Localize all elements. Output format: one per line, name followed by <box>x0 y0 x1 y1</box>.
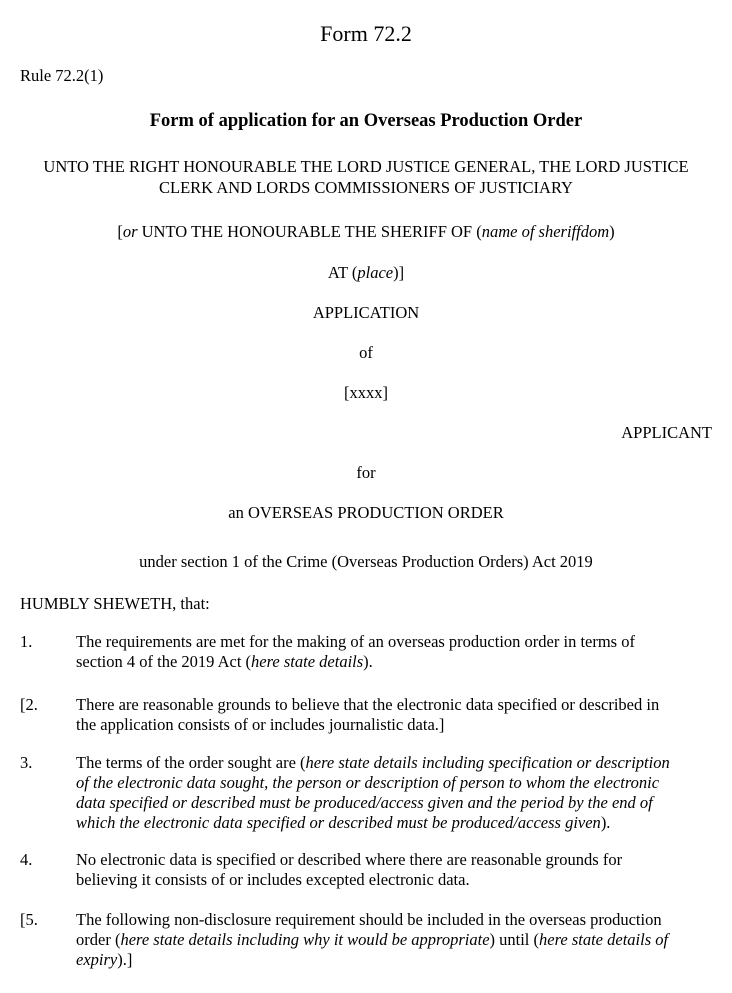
paragraph-line: the application consists of or includes journalistic data.] <box>76 715 445 734</box>
paragraph-text <box>76 753 728 833</box>
sheriff-close: ) <box>609 222 615 241</box>
text-segment: order ( <box>76 930 121 949</box>
humbly-sheweth: HUMBLY SHEWETH, that: <box>20 594 210 613</box>
paragraph-text <box>76 850 728 890</box>
italic-placeholder: here state details of <box>539 930 669 949</box>
italic-placeholder: data specified or described must be produced/access given and the period by the end of <box>76 793 653 812</box>
text-segment: section 4 of the 2019 Act ( <box>76 652 252 671</box>
addressee-line-1: UNTO THE RIGHT HONOURABLE THE LORD JUSTICE GENERAL, THE LORD JUSTICE <box>43 157 689 176</box>
paragraph-number: [2. <box>20 695 38 714</box>
paragraph-text <box>76 910 728 970</box>
text-segment: ). <box>363 652 373 671</box>
paragraph-line: The following non-disclosure requirement should be included in the overseas production <box>76 910 662 929</box>
place-suffix: )] <box>393 263 405 282</box>
italic-placeholder: here state details <box>251 652 364 671</box>
rule-reference: Rule 72.2(1) <box>20 66 104 85</box>
paragraph-line <box>76 950 728 970</box>
applicant-label: APPLICANT <box>621 423 712 442</box>
place-placeholder: place <box>357 263 394 282</box>
statute-reference: under section 1 of the Crime (Overseas Production Orders) Act 2019 <box>139 552 593 571</box>
paragraph-number: 1. <box>20 632 33 651</box>
paragraph-line <box>76 793 728 813</box>
place-prefix: AT ( <box>327 263 358 282</box>
applicant-name: [xxxx] <box>344 383 388 402</box>
paragraph-line <box>76 753 728 773</box>
addressee-line-2: CLERK AND LORDS COMMISSIONERS OF JUSTICIARY <box>159 178 573 197</box>
document-title: Form of application for an Overseas Production Order <box>149 111 583 131</box>
sheriffdom-placeholder: name of sheriffdom <box>481 222 610 241</box>
text-segment: The terms of the order sought are ( <box>76 753 306 772</box>
paragraph-line <box>76 930 728 950</box>
italic-placeholder: here state details including why it would be appropriate <box>120 930 490 949</box>
place-line <box>0 263 732 283</box>
sheriff-or: or <box>122 222 138 241</box>
paragraph-line: The requirements are met for the making of an overseas production order in terms of <box>76 632 635 651</box>
paragraph-line: There are reasonable grounds to believe that the electronic data specified or described in <box>76 695 660 714</box>
addressee <box>0 156 732 198</box>
sheriff-addressee <box>0 222 732 242</box>
paragraph-text <box>76 632 728 672</box>
italic-placeholder: of the electronic data sought, the person or description of person to whom the electronic <box>76 773 660 792</box>
sheriff-text: UNTO THE HONOURABLE THE SHERIFF OF ( <box>137 222 482 241</box>
text-segment: ). <box>600 813 611 832</box>
paragraph-number: [5. <box>20 910 38 929</box>
form-number: Form 72.2 <box>320 21 412 46</box>
paragraph-number: 3. <box>20 753 33 772</box>
italic-placeholder: expiry <box>76 950 118 969</box>
order-label: an OVERSEAS PRODUCTION ORDER <box>228 503 504 522</box>
text-segment: ).] <box>117 950 133 969</box>
application-label: APPLICATION <box>312 303 420 322</box>
sheriff-open: [ <box>117 222 123 241</box>
paragraph-number: 4. <box>20 850 33 869</box>
paragraph-line: No electronic data is specified or described where there are reasonable grounds for <box>76 850 623 869</box>
paragraph-line <box>76 813 728 833</box>
paragraph-text <box>76 695 728 735</box>
paragraph-line <box>76 652 728 672</box>
italic-placeholder: here state details including specification or description <box>305 753 670 772</box>
text-segment: ) until ( <box>489 930 540 949</box>
italic-placeholder: which the electronic data specified or described must be produced/access given <box>76 813 601 832</box>
paragraph-line <box>76 773 728 793</box>
of-label: of <box>359 343 373 362</box>
paragraph-line: believing it consists of or includes excepted electronic data. <box>76 870 470 889</box>
for-label: for <box>356 463 376 482</box>
